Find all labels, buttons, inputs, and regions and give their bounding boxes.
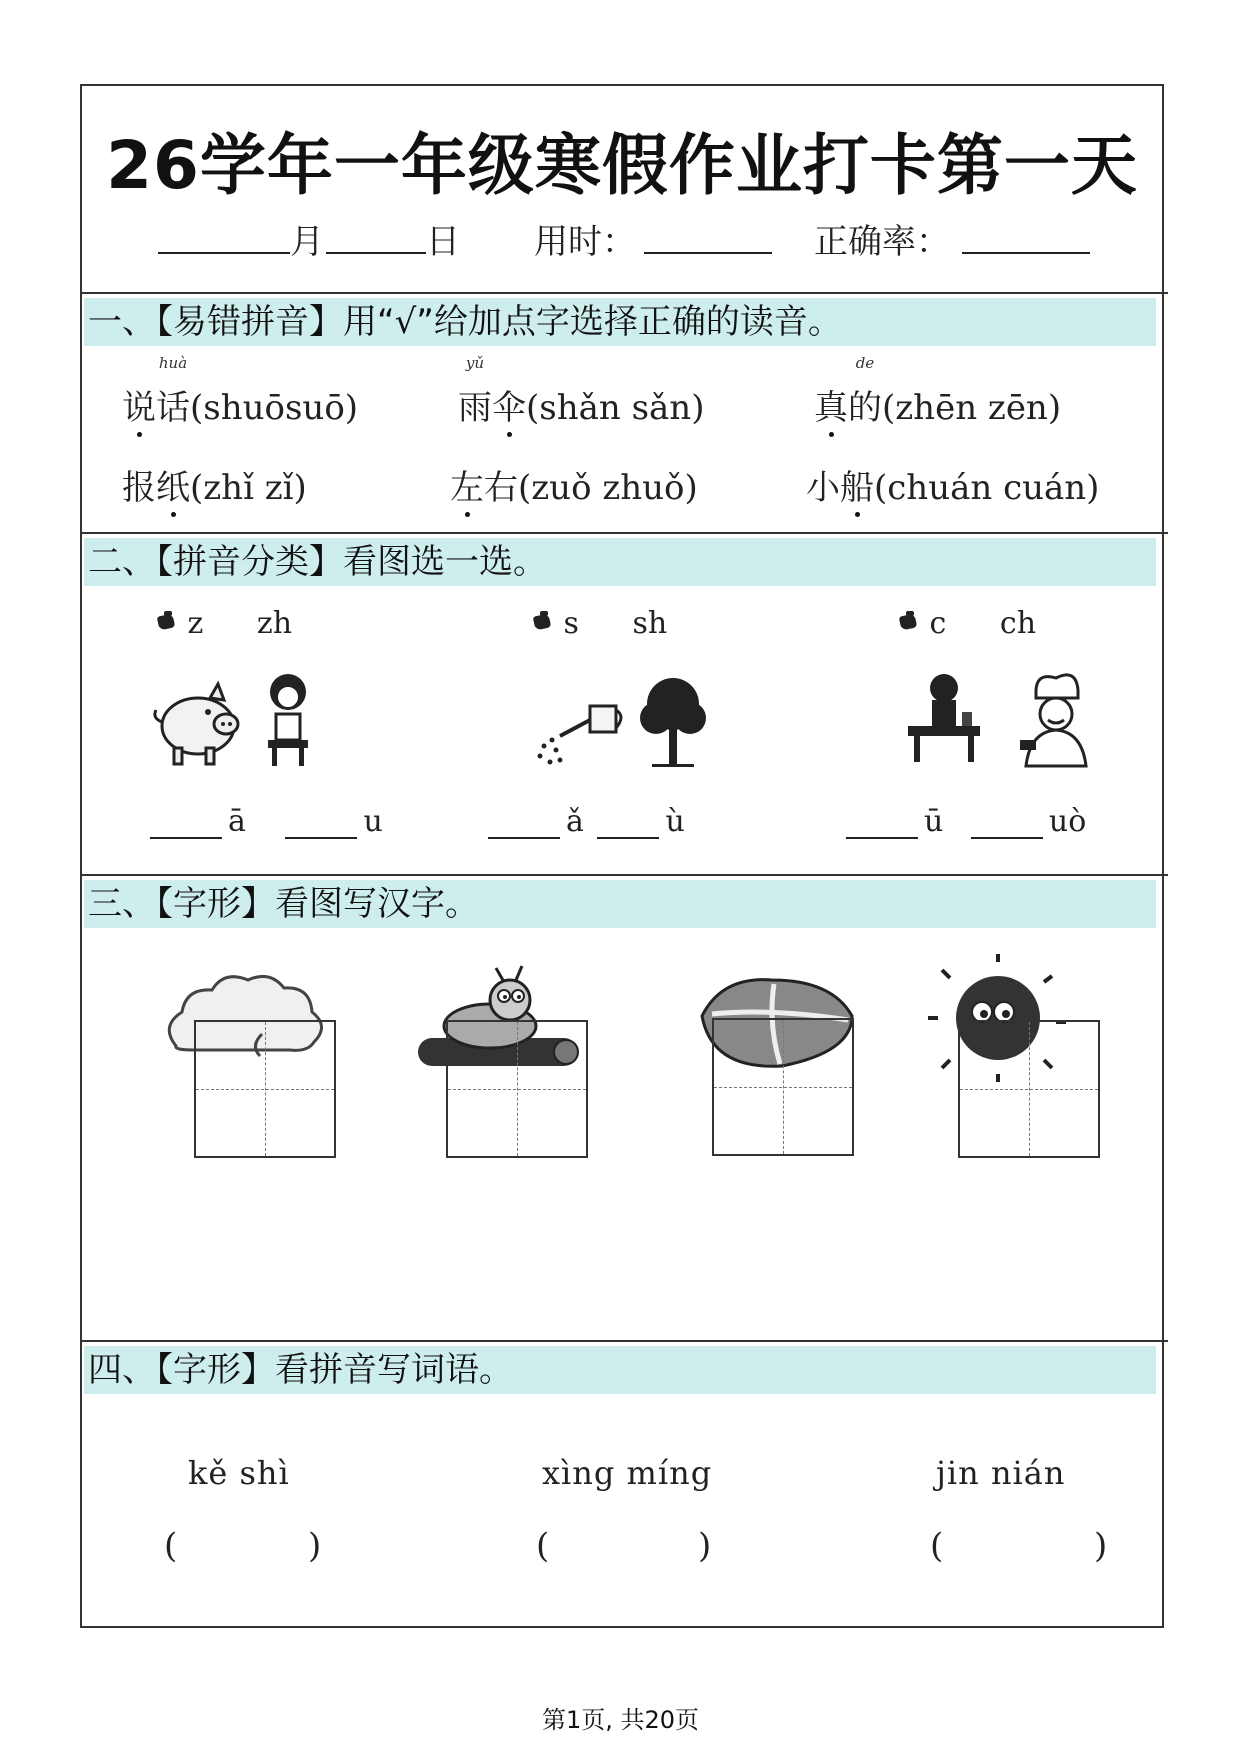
sitting-child-picture [258, 670, 318, 770]
chef-picture [1010, 670, 1100, 770]
pinyin-options[interactable]: (zhēn zēn) [882, 388, 1062, 428]
dotted-char: 左 [450, 460, 484, 509]
pig-picture [150, 676, 250, 770]
watering-can-picture [530, 686, 630, 772]
answer-blank[interactable] [597, 807, 659, 839]
tianzige-box[interactable] [194, 1020, 336, 1158]
tianzige-box[interactable] [446, 1020, 588, 1158]
emphasis-dot [137, 432, 142, 437]
accuracy-blank[interactable] [962, 218, 1090, 254]
answer-blank[interactable] [846, 807, 918, 839]
paren-open: ( [536, 1526, 550, 1566]
tianzige-box[interactable] [958, 1020, 1100, 1158]
word-pinyin: jin nián [936, 1454, 1066, 1492]
answer-blank[interactable] [971, 807, 1043, 839]
choice-b[interactable]: sh [632, 606, 668, 641]
section2-header: 二、【拼音分类】看图选一选。 [84, 538, 1156, 586]
pinyin-options[interactable]: (zhǐ zǐ) [190, 468, 307, 508]
day-label: 日 [426, 222, 460, 262]
fill-blank-row: ǎ ù [488, 804, 685, 839]
paren-close: ) [308, 1526, 322, 1566]
page-footer: 第1页, 共20页 [541, 1706, 700, 1734]
hand-pointer-icon [898, 611, 920, 635]
word-pinyin: xìng míng [542, 1454, 713, 1492]
dotted-char: 纸 [156, 460, 190, 509]
tianzige-box[interactable] [712, 1018, 854, 1156]
child-at-desk-picture [904, 670, 984, 770]
ruby-text: huà [158, 354, 188, 372]
answer-blank[interactable] [285, 807, 357, 839]
time-blank[interactable] [644, 218, 772, 254]
hand-pointer-icon [532, 611, 554, 635]
pinyin-item: 真 的 de (zhēn zēn) [814, 380, 1061, 429]
fill-blank-row: ā u [150, 804, 383, 839]
pinyin-options[interactable]: (shuōsuō) [190, 388, 359, 428]
pinyin-options[interactable]: (zuǒ zhuǒ) [518, 468, 698, 508]
choice-b[interactable]: ch [999, 606, 1037, 641]
emphasis-dot [507, 432, 512, 437]
accuracy-label: 正确率： [814, 222, 950, 262]
pinyin-item: 左 右(zuǒ zhuǒ) [450, 460, 698, 509]
pinyin-item: 小船 (chuán cuán) [806, 460, 1099, 509]
dotted-char: 说 [122, 380, 156, 429]
emphasis-dot [829, 432, 834, 437]
dotted-char: 伞 [492, 380, 526, 429]
divider [80, 532, 1168, 534]
divider [80, 292, 1168, 294]
day-blank[interactable] [326, 218, 426, 254]
choice-a[interactable]: s [563, 606, 579, 641]
emphasis-dot [855, 512, 860, 517]
month-label: 月 [290, 222, 324, 262]
word-pinyin: kě shì [188, 1454, 290, 1492]
hand-pointer-icon [156, 611, 178, 635]
ruby-text: de [855, 354, 875, 372]
pinyin-choice-pair [532, 606, 667, 641]
info-row [82, 214, 1162, 264]
pinyin-item: 雨 yǔ 伞 (shǎn sǎn) [458, 380, 704, 429]
paren-open: ( [164, 1526, 178, 1566]
paren-close: ) [1094, 1526, 1108, 1566]
section4-header: 四、【字形】看拼音写词语。 [84, 1346, 1156, 1394]
answer-blank[interactable] [150, 807, 222, 839]
section1-header: 一、【易错拼音】用“√”给加点字选择正确的读音。 [84, 298, 1156, 346]
fill-blank-row: ū uò [846, 804, 1086, 839]
worksheet [80, 84, 1164, 1628]
section3-header: 三、【字形】看图写汉字。 [84, 880, 1156, 928]
month-blank[interactable] [158, 218, 290, 254]
choice-b[interactable]: zh [256, 606, 293, 641]
pinyin-choice-pair [898, 606, 1036, 641]
pinyin-options[interactable]: (chuán cuán) [874, 468, 1100, 508]
emphasis-dot [465, 512, 470, 517]
pinyin-options[interactable]: (shǎn sǎn) [526, 388, 705, 428]
pinyin-item: 报纸 (zhǐ zǐ) [122, 460, 307, 509]
pinyin-choice-pair [156, 606, 292, 641]
ruby-text: yǔ [465, 354, 485, 372]
divider [80, 874, 1168, 876]
dotted-char: 船 [840, 460, 874, 509]
paren-close: ) [698, 1526, 712, 1566]
paren-open: ( [930, 1526, 944, 1566]
tree-picture [638, 674, 708, 772]
dotted-char: 真 [814, 380, 848, 429]
pinyin-item: 说 话 huà (shuōsuō) [122, 380, 358, 429]
time-label: 用时： [534, 222, 636, 262]
divider [80, 1340, 1168, 1342]
answer-blank[interactable] [488, 807, 560, 839]
emphasis-dot [171, 512, 176, 517]
page-title: 26学年一年级寒假作业打卡第一天 [106, 127, 1138, 204]
choice-a[interactable]: z [187, 606, 204, 641]
choice-a[interactable]: c [929, 606, 947, 641]
